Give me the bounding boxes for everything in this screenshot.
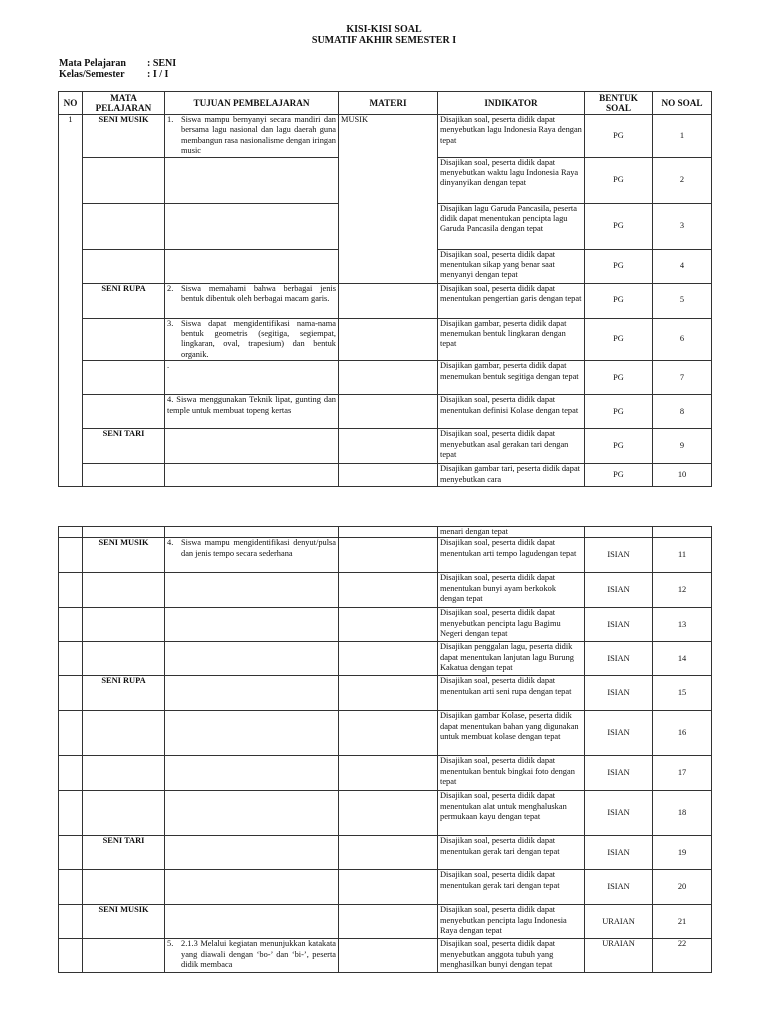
header-bentuk-soal: BENTUK SOAL (585, 92, 653, 115)
cell-indikator: Disajikan soal, peserta didik dapat menyebutkan lagu Indonesia Raya dengan tepat (438, 115, 585, 158)
cell-no-soal: 22 (653, 939, 712, 973)
cell-no (59, 527, 83, 538)
cell-tujuan (165, 203, 339, 249)
cell-bentuk-soal: URAIAN (585, 939, 653, 973)
cell-no-soal: 6 (653, 318, 712, 361)
cell-indikator: Disajikan soal, peserta didik dapat menyebutkan asal gerakan tari dengan tepat (438, 429, 585, 464)
cell-mata-pelajaran (83, 157, 165, 203)
doc-title: KISI-KISI SOAL (346, 24, 422, 35)
cell-mata-pelajaran: SENI MUSIK (83, 538, 165, 573)
tujuan-text: Siswa mampu bernyanyi secara mandiri dan bersama lagu nasional dan lagu daerah guna membangun rasa nasionalisme dengan iringan music (181, 115, 336, 156)
cell-tujuan (165, 608, 339, 642)
cell-bentuk-soal: ISIAN (585, 642, 653, 676)
cell-tujuan (165, 429, 339, 464)
table-row (59, 756, 712, 791)
cell-no-soal: 17 (653, 756, 712, 791)
cell-materi (339, 538, 438, 573)
table-row (59, 836, 712, 870)
table-row (59, 676, 712, 711)
cell-tujuan (165, 115, 339, 158)
cell-indikator: Disajikan soal, peserta didik dapat menyebutkan waktu lagu Indonesia Raya dinyanyikan dengan tepat (438, 157, 585, 203)
cell-tujuan (165, 870, 339, 905)
table-row (59, 608, 712, 642)
table-row-continuation (59, 527, 712, 538)
cell-bentuk-soal: ISIAN (585, 538, 653, 573)
cell-indikator: menari dengan tepat (438, 527, 585, 538)
cell-no-soal: 14 (653, 642, 712, 676)
cell-no-soal (653, 527, 712, 538)
cell-no (59, 870, 83, 905)
cell-no (59, 791, 83, 836)
meta-class-value: : I / I (147, 69, 169, 80)
cell-bentuk-soal: ISIAN (585, 608, 653, 642)
cell-mata-pelajaran (83, 249, 165, 283)
cell-no (59, 608, 83, 642)
cell-tujuan (165, 905, 339, 939)
cell-materi: MUSIK (339, 115, 438, 284)
cell-mata-pelajaran (83, 573, 165, 608)
cell-materi (339, 642, 438, 676)
table-row (59, 538, 712, 573)
cell-indikator: Disajikan soal, peserta didik dapat menentukan arti seni rupa dengan tepat (438, 676, 585, 711)
cell-mata-pelajaran (83, 464, 165, 487)
cell-bentuk-soal: ISIAN (585, 676, 653, 711)
cell-no-soal: 21 (653, 905, 712, 939)
cell-tujuan (165, 538, 339, 573)
cell-indikator: Disajikan soal, peserta didik dapat menentukan gerak tari dengan tepat (438, 870, 585, 905)
cell-mata-pelajaran (83, 361, 165, 395)
cell-mata-pelajaran: SENI TARI (83, 836, 165, 870)
tujuan-text: 4. Siswa menggunakan Teknik lipat, gunting dan temple untuk membuat topeng kertas (167, 395, 336, 415)
cell-bentuk-soal: PG (585, 157, 653, 203)
table-row (59, 711, 712, 756)
tujuan-text: Siswa mampu mengidentifikasi denyut/pulsa dan jenis tempo secara sederhana (181, 538, 336, 558)
tujuan-number: 1. (167, 115, 174, 124)
cell-mata-pelajaran (83, 608, 165, 642)
cell-indikator: Disajikan soal, peserta didik dapat menentukan definisi Kolase dengan tepat (438, 395, 585, 429)
table-row (59, 642, 712, 676)
cell-bentuk-soal: PG (585, 115, 653, 158)
table-row (59, 283, 712, 318)
tujuan-text: 2.1.3 Melalui kegiatan menunjukkan katakata yang diawali dengan ‘bo-’ dan ‘bi-’, peserta didik membaca (181, 939, 336, 970)
table-row (59, 939, 712, 973)
cell-materi (339, 756, 438, 791)
header-indikator: INDIKATOR (438, 92, 585, 115)
cell-materi (339, 464, 438, 487)
table-row (59, 905, 712, 939)
header-materi: MATERI (339, 92, 438, 115)
cell-materi (339, 870, 438, 905)
cell-bentuk-soal: PG (585, 429, 653, 464)
cell-indikator: Disajikan soal, peserta didik dapat menentukan arti tempo lagudengan tepat (438, 538, 585, 573)
tujuan-number: 4. (167, 538, 174, 548)
cell-materi (339, 573, 438, 608)
cell-bentuk-soal (585, 527, 653, 538)
cell-no-soal: 10 (653, 464, 712, 487)
cell-mata-pelajaran (83, 756, 165, 791)
cell-tujuan (165, 361, 339, 395)
cell-mata-pelajaran (83, 870, 165, 905)
cell-no (59, 538, 83, 573)
cell-mata-pelajaran (83, 203, 165, 249)
cell-bentuk-soal: PG (585, 249, 653, 283)
kisi-table-page2 (58, 526, 712, 973)
table-row (59, 361, 712, 395)
cell-indikator: Disajikan soal, peserta didik dapat menentukan pengertian garis dengan tepat (438, 283, 585, 318)
cell-mata-pelajaran: SENI TARI (83, 429, 165, 464)
cell-tujuan (165, 756, 339, 791)
cell-materi (339, 905, 438, 939)
kisi-table-page1 (58, 91, 712, 487)
cell-tujuan (165, 249, 339, 283)
table-row (59, 464, 712, 487)
cell-bentuk-soal: PG (585, 395, 653, 429)
cell-no (59, 756, 83, 791)
cell-bentuk-soal: URAIAN (585, 905, 653, 939)
cell-materi (339, 676, 438, 711)
header-no: NO (59, 92, 83, 115)
table-row (59, 115, 712, 158)
cell-no-soal: 8 (653, 395, 712, 429)
cell-no-soal: 4 (653, 249, 712, 283)
cell-tujuan (165, 318, 339, 361)
doc-subtitle: SUMATIF AKHIR SEMESTER I (311, 35, 457, 46)
cell-tujuan (165, 642, 339, 676)
cell-indikator: Disajikan soal, peserta didik dapat menyebutkan pencipta lagu Indonesia Raya dengan tepat (438, 905, 585, 939)
cell-tujuan (165, 836, 339, 870)
header-tujuan: TUJUAN PEMBELAJARAN (165, 92, 339, 115)
cell-no (59, 905, 83, 939)
cell-bentuk-soal: PG (585, 361, 653, 395)
cell-no-soal: 9 (653, 429, 712, 464)
cell-tujuan (165, 157, 339, 203)
table-row (59, 573, 712, 608)
cell-no-soal: 18 (653, 791, 712, 836)
cell-no-soal: 19 (653, 836, 712, 870)
cell-indikator: Disajikan lagu Garuda Pancasila, peserta didik dapat menentukan pencipta lagu Garuda Pancasila dengan tepat (438, 203, 585, 249)
cell-mata-pelajaran (83, 395, 165, 429)
cell-materi (339, 395, 438, 429)
table-header-row (59, 92, 712, 115)
cell-mata-pelajaran: SENI RUPA (83, 283, 165, 318)
cell-bentuk-soal: PG (585, 464, 653, 487)
cell-materi (339, 429, 438, 464)
cell-mata-pelajaran (83, 939, 165, 973)
cell-mata-pelajaran (83, 527, 165, 538)
cell-mata-pelajaran: SENI RUPA (83, 676, 165, 711)
cell-indikator: Disajikan gambar, peserta didik dapat menemukan bentuk segitiga dengan tepat (438, 361, 585, 395)
cell-tujuan (165, 395, 339, 429)
cell-materi (339, 711, 438, 756)
tujuan-number: 5. (167, 939, 174, 949)
cell-bentuk-soal: ISIAN (585, 791, 653, 836)
cell-materi (339, 283, 438, 318)
cell-bentuk-soal: ISIAN (585, 711, 653, 756)
meta-subject-value: : SENI (147, 58, 177, 69)
cell-tujuan (165, 791, 339, 836)
cell-no-soal: 1 (653, 115, 712, 158)
cell-materi (339, 608, 438, 642)
cell-bentuk-soal: ISIAN (585, 870, 653, 905)
meta-class (59, 69, 168, 80)
cell-mata-pelajaran (83, 318, 165, 361)
tujuan-text: . (167, 361, 170, 371)
cell-indikator: Disajikan soal, peserta didik dapat menentukan alat untuk menghaluskan permukaan kayu dengan tepat (438, 791, 585, 836)
tujuan-text: Siswa memahami bahwa berbagai jenis bentuk dibentuk oleh berbagai macam garis. (181, 283, 336, 304)
tujuan-number: 3. (167, 318, 174, 328)
cell-bentuk-soal: PG (585, 283, 653, 318)
cell-tujuan (165, 676, 339, 711)
cell-materi (339, 527, 438, 538)
cell-bentuk-soal: ISIAN (585, 573, 653, 608)
cell-no (59, 573, 83, 608)
cell-mata-pelajaran (83, 791, 165, 836)
cell-mata-pelajaran: SENI MUSIK (83, 115, 165, 158)
cell-no (59, 939, 83, 973)
cell-no-soal: 3 (653, 203, 712, 249)
meta-subject-key: Mata Pelajaran (59, 58, 126, 69)
cell-tujuan (165, 711, 339, 756)
table-row (59, 318, 712, 361)
cell-materi (339, 836, 438, 870)
cell-no (59, 642, 83, 676)
header-mata-pelajaran: MATA PELAJARAN (83, 92, 165, 115)
tujuan-number: 2. (167, 283, 174, 293)
cell-indikator: Disajikan gambar Kolase, peserta didik dapat menentukan bahan yang digunakan untuk membuat kolase dengan tepat (438, 711, 585, 756)
cell-bentuk-soal: PG (585, 203, 653, 249)
cell-tujuan (165, 527, 339, 538)
cell-mata-pelajaran: SENI MUSIK (83, 905, 165, 939)
cell-mata-pelajaran (83, 711, 165, 756)
cell-indikator: Disajikan soal, peserta didik dapat menyebutkan pencipta lagu Bagimu Negeri dengan tepat (438, 608, 585, 642)
cell-no-soal: 2 (653, 157, 712, 203)
cell-no-soal: 16 (653, 711, 712, 756)
cell-materi (339, 361, 438, 395)
cell-bentuk-soal: ISIAN (585, 756, 653, 791)
meta-subject (59, 58, 176, 69)
cell-no: 1 (59, 115, 83, 487)
cell-indikator: Disajikan soal, peserta didik dapat menentukan bunyi ayam berkokok dengan tepat (438, 573, 585, 608)
cell-materi (339, 318, 438, 361)
cell-no-soal: 7 (653, 361, 712, 395)
cell-bentuk-soal: PG (585, 318, 653, 361)
cell-materi (339, 939, 438, 973)
cell-indikator: Disajikan soal, peserta didik dapat menentukan gerak tari dengan tepat (438, 836, 585, 870)
table-row (59, 870, 712, 905)
cell-no-soal: 11 (653, 538, 712, 573)
cell-bentuk-soal: ISIAN (585, 836, 653, 870)
cell-mata-pelajaran (83, 642, 165, 676)
meta-class-key: Kelas/Semester (59, 69, 125, 80)
cell-no-soal: 20 (653, 870, 712, 905)
cell-materi (339, 791, 438, 836)
cell-no-soal: 12 (653, 573, 712, 608)
table-row (59, 791, 712, 836)
cell-no-soal: 15 (653, 676, 712, 711)
cell-indikator: Disajikan gambar, peserta didik dapat menemukan bentuk lingkaran dengan tepat (438, 318, 585, 361)
cell-indikator: Disajikan gambar tari, peserta didik dapat menyebutkan cara (438, 464, 585, 487)
cell-indikator: Disajikan penggalan lagu, peserta didik dapat menentukan lanjutan lagu Burung Kakatua dengan tepat (438, 642, 585, 676)
cell-tujuan (165, 939, 339, 973)
cell-no-soal: 5 (653, 283, 712, 318)
cell-tujuan (165, 464, 339, 487)
table-row (59, 395, 712, 429)
header-no-soal: NO SOAL (653, 92, 712, 115)
tujuan-text: Siswa dapat mengidentifikasi nama-nama bentuk geometris (segitiga, segiempat, lingkaran, oval, trapesium) dan bentuk organik. (181, 318, 336, 359)
cell-indikator: Disajikan soal, peserta didik dapat menentukan sikap yang benar saat menyanyi dengan tepat (438, 249, 585, 283)
cell-indikator: Disajikan soal, peserta didik dapat menentukan bentuk bingkai foto dengan tepat (438, 756, 585, 791)
cell-no (59, 836, 83, 870)
table-row (59, 429, 712, 464)
cell-no-soal: 13 (653, 608, 712, 642)
cell-no (59, 676, 83, 711)
cell-indikator: Disajikan soal, peserta didik dapat menyebutkan anggota tubuh yang menghasilkan bunyi dengan tepat (438, 939, 585, 973)
cell-tujuan (165, 573, 339, 608)
cell-tujuan (165, 283, 339, 318)
cell-no (59, 711, 83, 756)
